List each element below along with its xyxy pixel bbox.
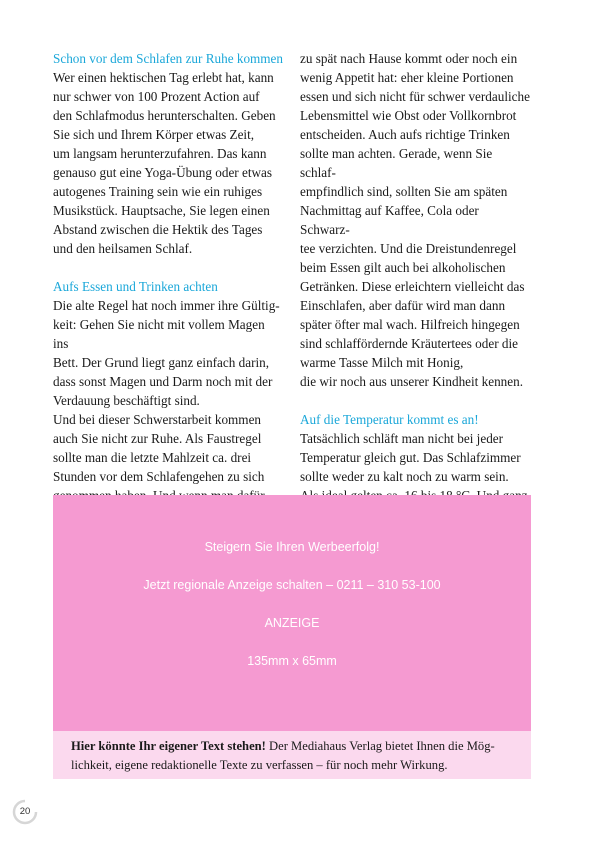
right-column [300,49,530,524]
page-number-badge [12,799,38,825]
page-number: 20 [19,806,31,817]
promo-body: Der Mediahaus Verlag bietet Ihnen die Mög- lichkeit, eigene redaktionelle Texte zu verfassen – für noch mehr Wirkung. [71,739,495,772]
left-column [53,49,283,505]
ad-headline: Steigern Sie Ihren Werbeerfolg! [204,540,380,554]
section-heading-temperature: Auf die Temperatur kommt es an! [300,412,479,427]
section-text-rest: Wer einen hektischen Tag erlebt hat, kann nur schwer von 100 Prozent Action auf den Schlafmodus herunterschalten. Geben Sie sich und Ihrem Körper etwas Zeit, um langsam herunterzufahren. Das kann genauso gut eine Yoga-Übung oder etwas autogenes Training sein wie ein ruhiges Musikstück. Hauptsache, Sie legen einen Abstand zwischen die Hektik des Tages und den heilsamen Schlaf. [53,70,276,256]
section-text-food-continued: zu spät nach Hause kommt oder noch ein wenig Appetit hat: eher kleine Portionen essen und sich nicht für schwer verdauliche Lebensmittel wie Obst oder Vollkornbrot entscheiden. Auch aufs richtige Trinken sollte man achten. Gerade, wenn Sie schlaf- empfindlich sind, sollten Sie am späten Nachmittag auf Kaffee, Cola oder Schwarz- tee verzichten. Und die Dreistundenregel beim Essen gilt auch bei alkoholischen Getränken. Diese erleichtern vielleicht das Einschlafen, aber dafür wird man dann später öfter mal wach. Hilfreich hingegen sind schlaffördernde Kräutertees oder die warme Tasse Milch mit Honig, die wir noch aus unserer Kindheit kennen. [300,51,530,389]
promo-text-box [53,731,531,779]
section-heading-rest: Schon vor dem Schlafen zur Ruhe kommen [53,51,283,66]
section-heading-food: Aufs Essen und Trinken achten [53,279,218,294]
section-text-food: Die alte Regel hat noch immer ihre Gültig- keit: Gehen Sie nicht mit vollem Magen ins Bett. Der Grund liegt ganz einfach darin, dass sonst Magen und Darm noch mit der Verdauung beschäftigt sind. Und bei dieser Schwerstarbeit kommen auch Sie nicht zur Ruhe. Als Faustregel sollte man die letzte Mahlzeit ca. drei Stunden vor dem Schlafengehen zu sich [53,298,280,484]
ad-label: ANZEIGE [264,616,320,630]
ad-size: 135mm x 65mm [247,654,337,668]
section-text-temperature: Tatsächlich schläft man nicht bei jeder Temperatur gleich gut. Das Schlafzimmer sollte weder zu kalt noch zu warm sein. [300,431,521,484]
ad-phone-line: Jetzt regionale Anzeige schalten – 0211 – 310 53-100 [143,578,441,592]
advertisement-box [53,495,531,731]
promo-bold-lead: Hier könnte Ihr eigener Text stehen! [71,739,266,753]
